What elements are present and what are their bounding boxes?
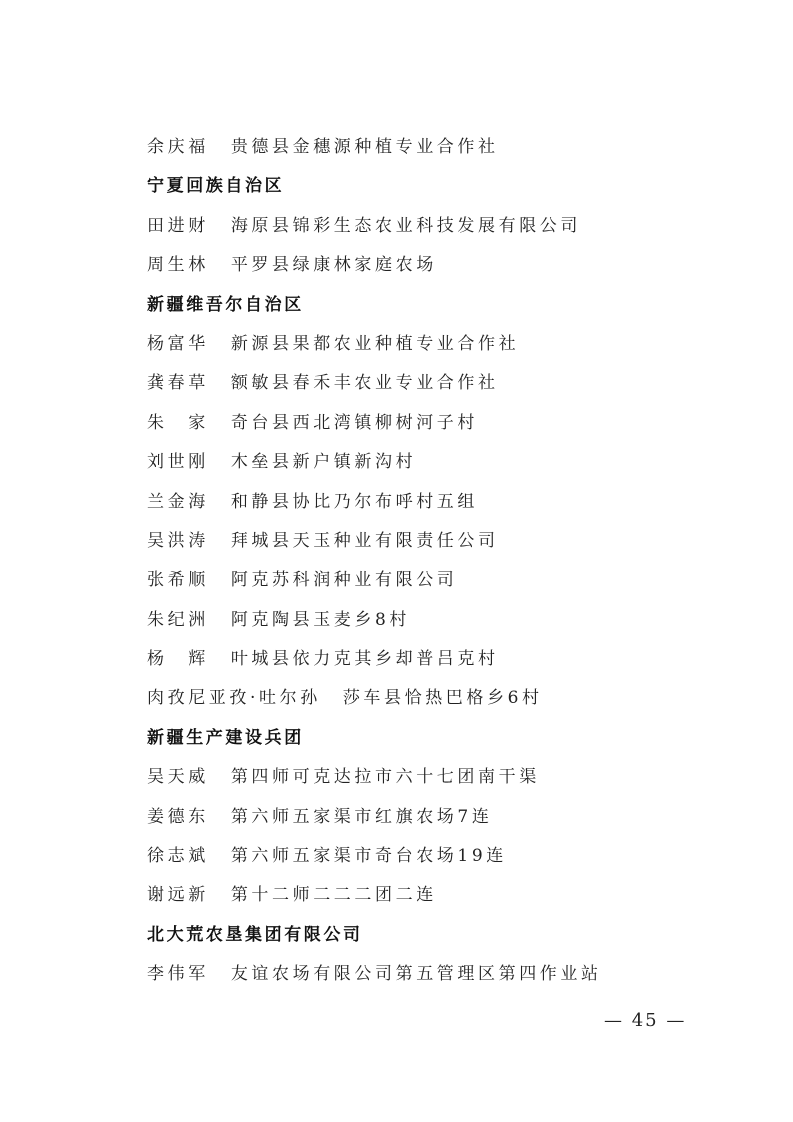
organization-name: 平罗县绿康林家庭农场 [230, 255, 437, 276]
person-name: 吴天威 [147, 767, 209, 788]
person-name: 龚春草 [147, 373, 209, 394]
document-body [147, 128, 707, 995]
person-name: 吴洪涛 [147, 530, 209, 551]
list-item [147, 246, 707, 285]
organization-name: 阿克苏科润种业有限公司 [230, 570, 458, 591]
list-item [147, 364, 707, 403]
page-number: — 45 — [604, 1010, 687, 1031]
list-item [147, 207, 707, 246]
person-name: 刘世刚 [147, 452, 209, 473]
organization-name: 叶城县依力克其乡却普吕克村 [230, 649, 499, 670]
list-item [147, 561, 707, 600]
person-name: 肉孜尼亚孜·吐尔孙 [147, 688, 321, 709]
person-name: 谢远新 [147, 885, 209, 906]
section-heading: 北大荒农垦集团有限公司 [147, 924, 363, 945]
person-name: 周生林 [147, 255, 209, 276]
organization-name: 友谊农场有限公司第五管理区第四作业站 [230, 964, 602, 985]
list-item [147, 640, 707, 679]
list-item [147, 758, 707, 797]
organization-name: 阿克陶县玉麦乡8村 [230, 609, 411, 630]
section-heading: 宁夏回族自治区 [147, 176, 285, 197]
organization-name: 奇台县西北湾镇柳树河子村 [230, 412, 479, 433]
person-name: 田进财 [147, 215, 209, 236]
list-item [147, 443, 707, 482]
organization-name: 木垒县新户镇新沟村 [230, 452, 417, 473]
list-item [147, 837, 707, 876]
section-heading: 新疆维吾尔自治区 [147, 294, 304, 315]
person-name: 姜德东 [147, 806, 209, 827]
organization-name: 第四师可克达拉市六十七团南干渠 [230, 767, 540, 788]
list-item [147, 404, 707, 443]
organization-name: 拜城县天玉种业有限责任公司 [230, 530, 499, 551]
list-item [147, 483, 707, 522]
section-heading: 新疆生产建设兵团 [147, 727, 304, 748]
list-item [147, 325, 707, 364]
list-item [147, 955, 707, 994]
list-item [147, 876, 707, 915]
person-name: 余庆福 [147, 137, 209, 157]
person-name: 杨富华 [147, 333, 209, 354]
organization-name: 海原县锦彩生态农业科技发展有限公司 [230, 215, 582, 236]
list-item [147, 601, 707, 640]
organization-name: 莎车县恰热巴格乡6村 [342, 688, 543, 709]
person-name: 兰金海 [147, 491, 209, 512]
person-name: 朱纪洲 [147, 609, 209, 630]
person-name: 朱 家 [147, 412, 209, 433]
list-item [147, 679, 707, 718]
organization-name: 第十二师二二二团二连 [230, 885, 437, 906]
organization-name: 额敏县春禾丰农业专业合作社 [230, 373, 499, 394]
list-item [147, 522, 707, 561]
list-item [147, 798, 707, 837]
person-name: 杨 辉 [147, 649, 209, 670]
organization-name: 第六师五家渠市奇台农场19连 [230, 846, 507, 867]
organization-name: 第六师五家渠市红旗农场7连 [230, 806, 493, 827]
organization-name: 和静县协比乃尔布呼村五组 [230, 491, 479, 512]
organization-name: 新源县果都农业种植专业合作社 [230, 333, 520, 354]
person-name: 李伟军 [147, 964, 209, 985]
person-name: 徐志斌 [147, 846, 209, 867]
list-item [147, 128, 707, 167]
person-name: 张希顺 [147, 570, 209, 591]
organization-name: 贵德县金穗源种植专业合作社 [230, 137, 499, 157]
